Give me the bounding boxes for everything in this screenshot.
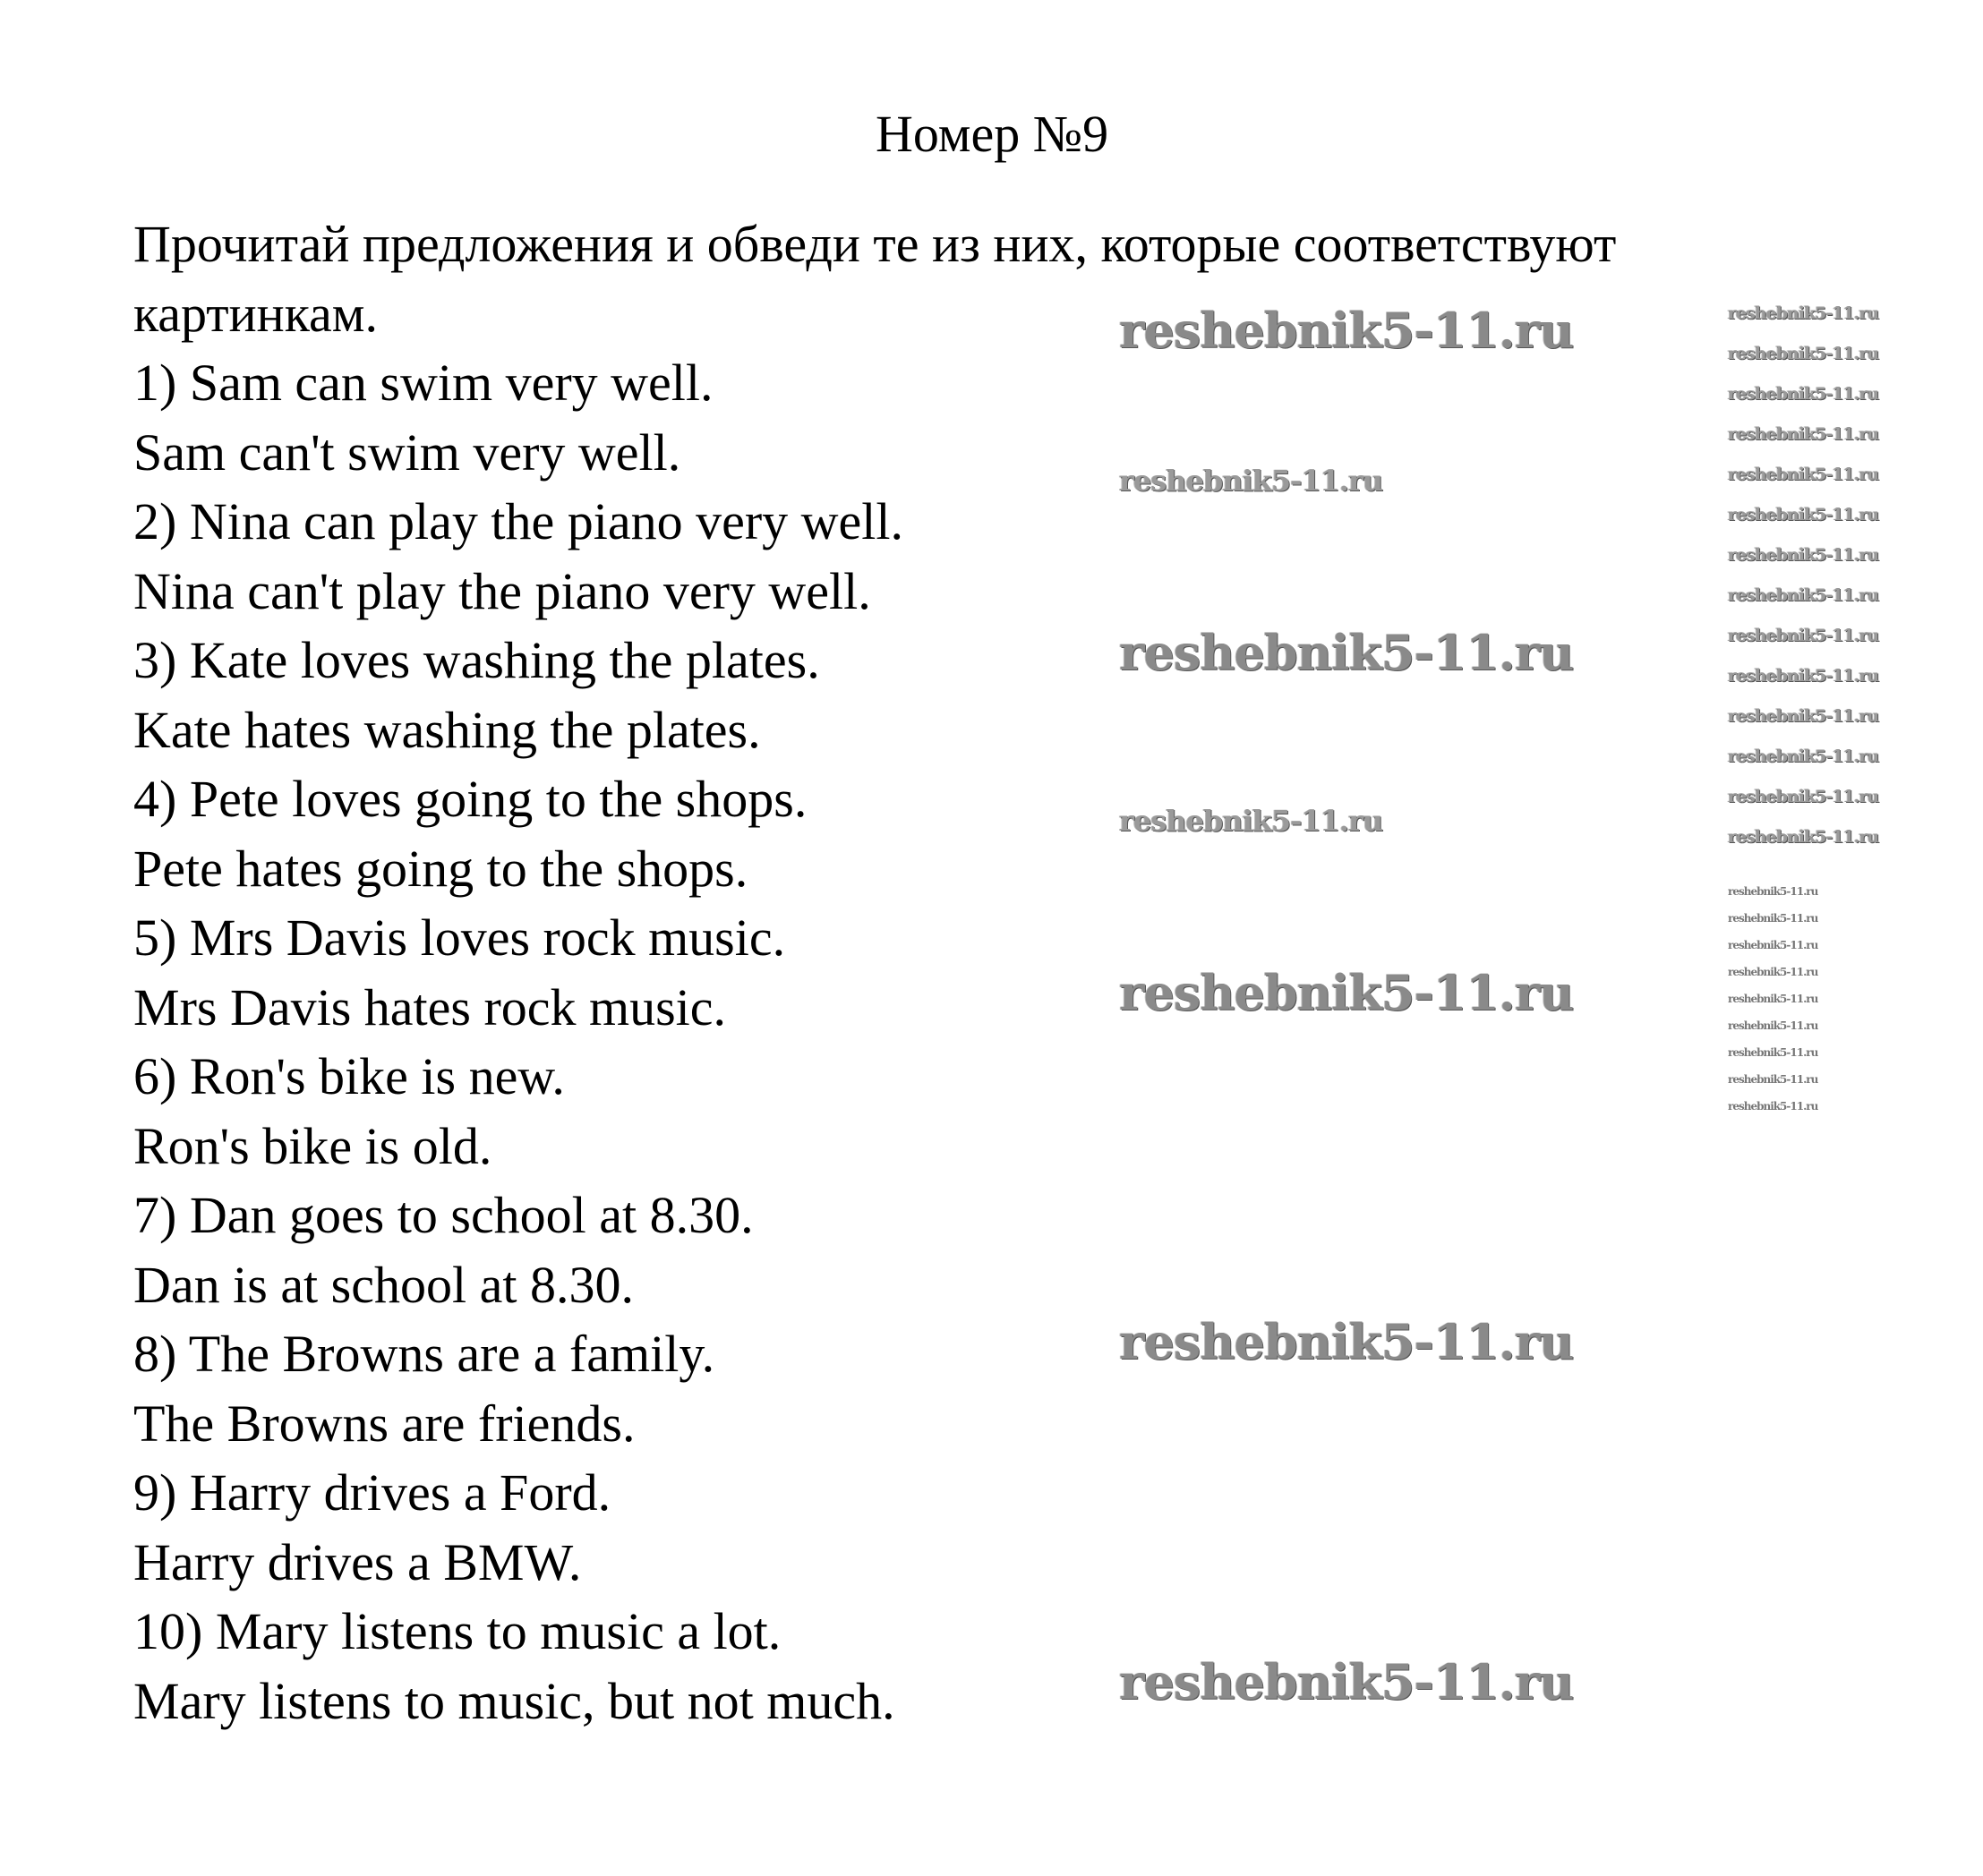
watermark: reshebnik5-11.ru (1119, 1313, 1574, 1370)
watermark: reshebnik5-11.ru (1728, 966, 1818, 978)
watermark: reshebnik5-11.ru (1728, 1046, 1818, 1059)
watermark: reshebnik5-11.ru (1728, 505, 1879, 524)
watermark: reshebnik5-11.ru (1728, 939, 1818, 951)
sentence: The Browns are friends. (133, 1394, 636, 1453)
watermark: reshebnik5-11.ru (1728, 384, 1879, 404)
watermark: reshebnik5-11.ru (1728, 585, 1879, 605)
watermark: reshebnik5-11.ru (1728, 746, 1879, 766)
watermark: reshebnik5-11.ru (1728, 827, 1879, 847)
watermark: reshebnik5-11.ru (1728, 912, 1818, 925)
sentence: 2) Nina can play the piano very well. (133, 492, 904, 550)
watermark: reshebnik5-11.ru (1119, 464, 1383, 498)
watermark: reshebnik5-11.ru (1728, 303, 1879, 323)
sentence: 7) Dan goes to school at 8.30. (133, 1186, 754, 1244)
watermark: reshebnik5-11.ru (1119, 804, 1383, 838)
watermark: reshebnik5-11.ru (1119, 302, 1574, 359)
watermark: reshebnik5-11.ru (1728, 1019, 1818, 1032)
sentence: 5) Mrs Davis loves rock music. (133, 908, 786, 967)
sentence: Kate hates washing the plates. (133, 700, 761, 759)
sentence: Sam can't swim very well. (133, 422, 681, 482)
watermark: reshebnik5-11.ru (1728, 993, 1818, 1005)
sentence: 1) Sam can swim very well. (133, 354, 714, 412)
watermark: reshebnik5-11.ru (1728, 706, 1879, 726)
sentence: 10) Mary listens to music a lot. (133, 1602, 782, 1660)
sentence: Dan is at school at 8.30. (133, 1255, 634, 1314)
instruction-line: Прочитай предложения и обведи те из них, которые соответствуют (133, 215, 1617, 273)
watermark: reshebnik5-11.ru (1728, 465, 1879, 484)
sentence: Mrs Davis hates rock music. (133, 977, 727, 1036)
watermark: reshebnik5-11.ru (1119, 964, 1574, 1021)
instruction-line: картинкам. (133, 284, 378, 343)
sentence: Harry drives a BMW. (133, 1532, 582, 1591)
watermark: reshebnik5-11.ru (1119, 1653, 1574, 1710)
sentence: Ron's bike is old. (133, 1116, 492, 1175)
watermark: reshebnik5-11.ru (1728, 545, 1879, 565)
sentence: 6) Ron's bike is new. (133, 1047, 565, 1105)
watermark: reshebnik5-11.ru (1728, 626, 1879, 645)
sentence: Pete hates going to the shops. (133, 839, 748, 898)
sentence: 8) The Browns are a family. (133, 1325, 715, 1383)
sentence: Nina can't play the piano very well. (133, 561, 871, 620)
sentence: 4) Pete loves going to the shops. (133, 770, 808, 828)
watermark: reshebnik5-11.ru (1728, 424, 1879, 444)
watermark: reshebnik5-11.ru (1728, 885, 1818, 898)
sentence: 9) Harry drives a Ford. (133, 1463, 611, 1522)
watermark: reshebnik5-11.ru (1728, 666, 1879, 686)
watermark: reshebnik5-11.ru (1728, 1073, 1818, 1086)
watermark: reshebnik5-11.ru (1728, 1100, 1818, 1113)
page-title: Номер №9 (876, 105, 1109, 163)
sentence: Mary listens to music, but not much. (133, 1671, 895, 1730)
watermark: reshebnik5-11.ru (1728, 344, 1879, 363)
sentence: 3) Kate loves washing the plates. (133, 631, 820, 689)
watermark: reshebnik5-11.ru (1119, 624, 1574, 681)
watermark: reshebnik5-11.ru (1728, 787, 1879, 806)
